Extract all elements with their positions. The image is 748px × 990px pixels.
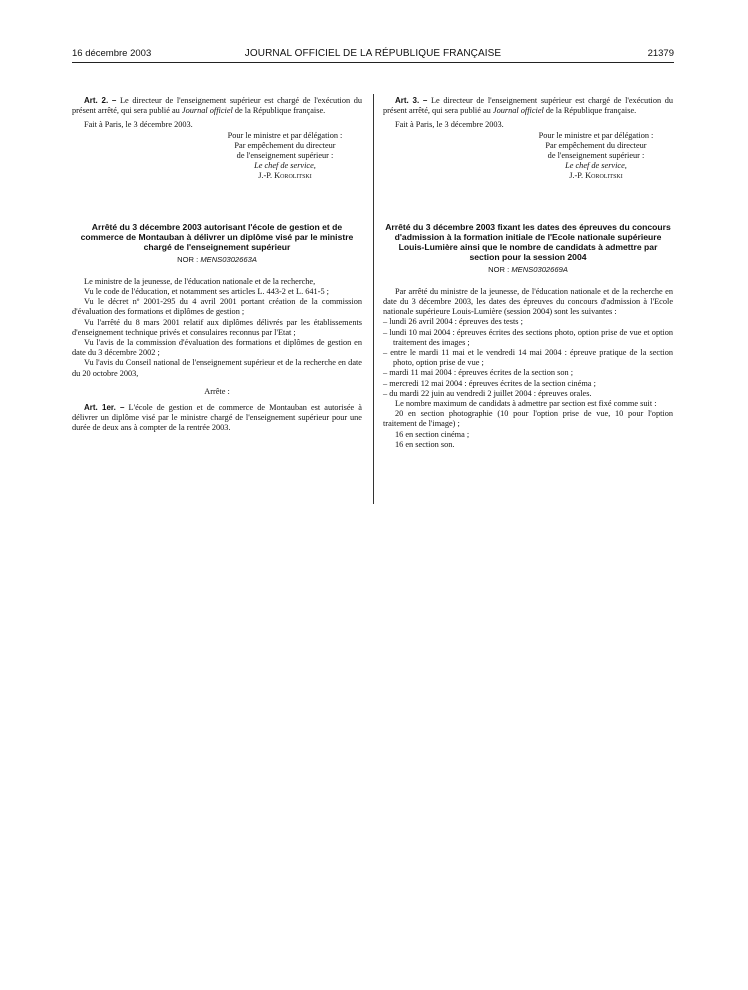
signatory-name: J.-P. Korolitski (569, 171, 623, 181)
nor-code: MENS0302669A (511, 264, 568, 274)
visa: Vu l'arrêté du 8 mars 2001 relatif aux diplômes délivrés par les établissements d'enseignement technique privés et consulaires reconnus par l'Etat ; (72, 317, 362, 337)
visa: Vu l'avis de la commission d'évaluation des formations et diplômes de gestion en date du 3 décembre 2002 ; (72, 338, 362, 358)
signature-block: Pour le ministre et par délégation : Par empêchement du directeur de l'enseignement supérieur : Le chef de service, J.-P. Korolitski (523, 131, 669, 182)
count-item: 20 en section photographie (10 pour l'option prise de vue, 10 pour l'option traitement de l'image) ; (383, 409, 673, 429)
article-1: Art. 1er. – L'école de gestion et de commerce de Montauban est autorisée à délivrer un diplôme visé par le ministre chargé de l'enseignement supérieur pour une durée de deux ans à compter de la rentrée 2003. (72, 403, 362, 433)
date-item: – mardi 11 mai 2004 : épreuves écrites de la section son ; (383, 368, 574, 378)
date-item: – entre le mardi 11 mai et le vendredi 14 mai 2004 : épreuve pratique de la section photo, option prise de vue ; (383, 348, 673, 368)
article-2: Art. 2. – Le directeur de l'enseignement supérieur est chargé de l'exécution du présent arrêté, qui sera publié au Journal officiel de la République française. (72, 96, 363, 116)
count-item: 16 en section son. (395, 439, 455, 449)
visa: Vu l'avis du Conseil national de l'enseignement supérieur et de la recherche en date du 20 octobre 2003, (72, 358, 362, 378)
right-column (383, 96, 673, 450)
preamble: Le ministre de la jeunesse, de l'éducation nationale et de la recherche, (84, 276, 316, 286)
fait-a-paris: Fait à Paris, le 3 décembre 2003. (84, 120, 193, 130)
header-journal-title: JOURNAL OFFICIEL DE LA RÉPUBLIQUE FRANÇAISE (244, 48, 502, 59)
header-page-number: 21379 (647, 48, 674, 59)
article-label: Art. 2. – (84, 96, 117, 105)
signatory-name: J.-P. Korolitski (258, 171, 312, 181)
left-column (72, 96, 362, 434)
column-divider (373, 94, 374, 504)
page-header (72, 46, 674, 62)
decree-body: Par arrêté du ministre de la jeunesse, de l'éducation nationale et de la recherche en date du 3 décembre 2003, les dates des épreuves du concours d'admission à l'Ecole nationale supérieure Louis-Lumière (session 2004) sont les suivantes : (383, 286, 673, 317)
decree-title: Arrêté du 3 décembre 2003 autorisant l'école de gestion et de commerce de Montauban à délivrer un diplôme visé par le ministre chargé de l'enseignement supérieur (80, 221, 354, 252)
date-item: – lundi 26 avril 2004 : épreuves des tests ; (383, 317, 523, 327)
arrete-heading: Arrête : (204, 386, 230, 396)
count-item: 16 en section cinéma ; (395, 429, 470, 439)
visa: Vu le décret nº 2001-295 du 4 avril 2001 portant création de la commission d'évaluation des formations et diplômes de gestion ; (72, 297, 362, 317)
nor-reference: NOR : MENS0302663A (177, 254, 257, 264)
journal-officiel: Journal officiel (492, 106, 544, 116)
header-date: 16 décembre 2003 (72, 48, 152, 59)
journal-officiel: Journal officiel (181, 106, 233, 116)
candidates-intro: Le nombre maximum de candidats à admettre par section est fixé comme suit : (395, 399, 657, 409)
fait-a-paris: Fait à Paris, le 3 décembre 2003. (395, 120, 504, 130)
article-3: Art. 3. – Le directeur de l'enseignement supérieur est chargé de l'exécution du présent arrêté, qui sera publié au Journal officiel de la République française. (383, 96, 674, 116)
nor-code: MENS0302663A (200, 254, 257, 264)
header-rule (72, 62, 674, 63)
article-label: Art. 3. – (395, 96, 428, 105)
visa: Vu le code de l'éducation, et notamment ses articles L. 443-2 et L. 641-5 ; (84, 287, 329, 297)
article-label: Art. 1er. – (84, 403, 125, 413)
date-item: – mercredi 12 mai 2004 : épreuves écrites de la section cinéma ; (383, 378, 596, 388)
decree-title: Arrêté du 3 décembre 2003 fixant les dates des épreuves du concours d'admission à la formation initiale de l'Ecole nationale supérieure Louis-Lumière ainsi que le nombre de candidats à admettre par section pour la session 2004 (385, 221, 671, 262)
signature-block: Pour le ministre et par délégation : Par empêchement du directeur de l'enseignement supérieur : Le chef de service, J.-P. Korolitski (212, 131, 358, 182)
date-item: – lundi 10 mai 2004 : épreuves écrites des sections photo, option prise de vue et option traitement des images ; (383, 327, 673, 347)
date-item: – du mardi 22 juin au vendredi 2 juillet 2004 : épreuves orales. (383, 388, 592, 398)
nor-reference: NOR : MENS0302669A (488, 264, 568, 274)
